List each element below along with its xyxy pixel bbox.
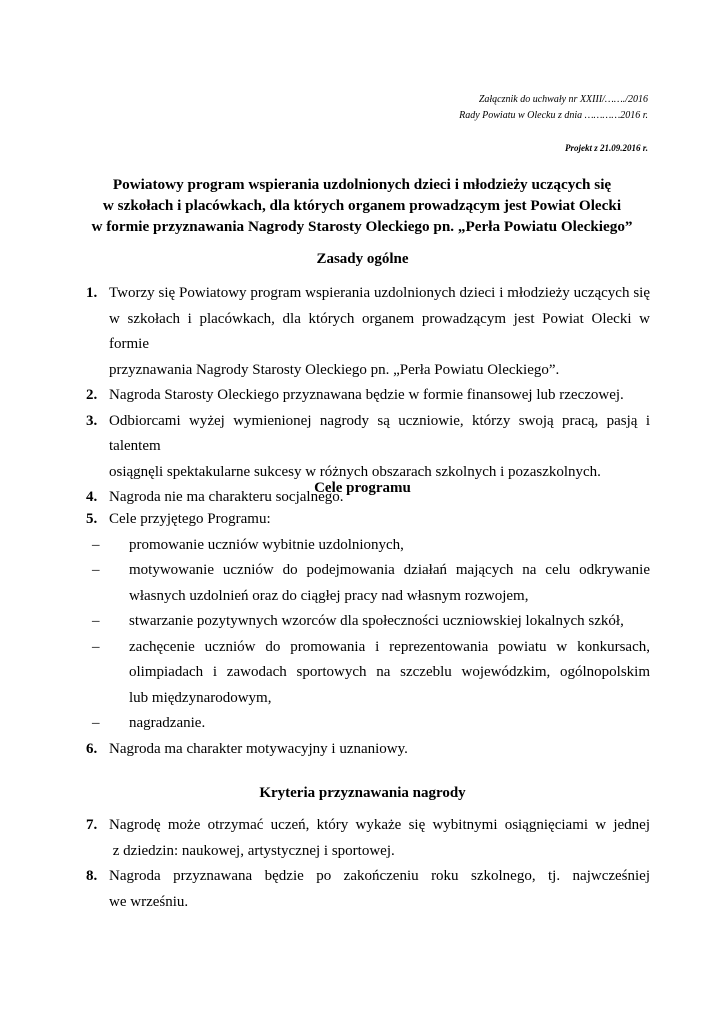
title-line-3: w formie przyznawania Nagrody Starosty Oleckiego pn. „Perła Powiatu Oleckiego”	[91, 218, 633, 235]
dash-item	[86, 558, 650, 609]
item-number: 6.	[86, 740, 98, 757]
document-title	[60, 174, 664, 237]
item-text-line: Nagroda przyznawana będzie po zakończeniu roku szkolnego, tj. najwcześniej	[109, 868, 650, 884]
item-text-line: Nagroda nie ma charakteru socjalnego.	[109, 489, 344, 505]
item-text-line: przyznawania Nagrody Starosty Oleckiego pn. „Perła Powiatu Oleckiego”.	[109, 361, 560, 378]
goals-dash-list	[86, 533, 650, 737]
item-text-line: z dziedzin: naukowej, artystycznej i sportowej.	[109, 842, 395, 859]
dash-bullet: –	[92, 638, 100, 655]
heading-award-criteria: Kryteria przyznawania nagrody	[259, 785, 466, 801]
dash-item-line: olimpiadach i zawodach sportowych na szczeblu wojewódzkim, ogólnopolskim	[129, 664, 650, 680]
program-goals-list	[86, 507, 650, 762]
goals-dash-list-container	[86, 533, 650, 737]
title-line-2: w szkołach i placówkach, dla których organem prowadzącym jest Powiat Olecki	[102, 197, 622, 214]
dash-item	[86, 711, 650, 737]
item-text-line: w szkołach i placówkach, dla których organem prowadzącym jest Powiat Olecki w formie	[109, 310, 650, 352]
dash-item-line: lub międzynarodowym,	[129, 689, 272, 706]
item-text-line: Nagroda Starosty Oleckiego przyznawana będzie w formie finansowej lub rzeczowej.	[109, 387, 624, 403]
attachment-note	[459, 92, 648, 124]
dash-bullet: –	[92, 562, 100, 578]
item-number: 4.	[86, 489, 98, 505]
dash-item-line: własnych uzdolnień oraz do ciągłej pracy nad własnym rozwojem,	[129, 587, 529, 604]
item-text-line: Tworzy się Powiatowy program wspierania uzdolnionych dzieci i młodzieży uczących się	[109, 285, 650, 301]
item-text-line: Nagrodę może otrzymać uczeń, który wykaże się wybitnymi osiągnięciami w jednej	[109, 817, 650, 833]
dash-item-line: zachęcenie uczniów do promowania i reprezentowania powiatu w konkursach,	[129, 638, 650, 655]
dash-item	[86, 533, 650, 559]
general-rules-list	[86, 281, 650, 511]
dash-item	[86, 609, 650, 635]
list-item-1	[86, 281, 650, 383]
item-number: 5.	[86, 511, 98, 527]
list-item-3	[86, 409, 650, 486]
list-item-8	[86, 864, 650, 915]
heading-general-rules: Zasady ogólne	[316, 251, 409, 267]
dash-bullet: –	[92, 613, 100, 629]
award-criteria-list	[86, 813, 650, 915]
dash-item-line: stwarzanie pozytywnych wzorców dla społeczności uczniowskiej lokalnych szkół,	[129, 613, 624, 629]
item-text-line: we wrześniu.	[109, 893, 189, 910]
list-item-7	[86, 813, 650, 864]
item-number: 3.	[86, 412, 98, 429]
dash-bullet: –	[92, 536, 100, 553]
project-date: Projekt z 21.09.2016 r.	[564, 143, 648, 153]
list-item-2	[86, 383, 650, 409]
list-item-5	[86, 507, 650, 533]
item-text-line: osiągnęli spektakularne sukcesy w różnych obszarach szkolnych i pozaszkolnych.	[109, 463, 601, 480]
item-number: 8.	[86, 868, 98, 884]
attachment-line-2: Rady Powiatu w Olecku z dnia …………2016 r.	[459, 110, 648, 121]
heading-program-goals: Cele programu	[314, 480, 411, 496]
dash-item-line: motywowanie uczniów do podejmowania działań mających na celu odkrywanie	[129, 562, 650, 578]
dash-item-line: nagradzanie.	[129, 715, 206, 731]
item-number: 1.	[86, 285, 98, 301]
list-item-6	[86, 737, 650, 763]
item-number: 2.	[86, 387, 98, 403]
dash-bullet: –	[92, 715, 100, 731]
item-text-line: Nagroda ma charakter motywacyjny i uznaniowy.	[109, 740, 408, 757]
attachment-line-1: Załącznik do uchwały nr XXIII/……./2016	[478, 94, 648, 105]
dash-item	[86, 635, 650, 712]
title-line-1: Powiatowy program wspierania uzdolnionych dzieci i młodzieży uczących się	[112, 176, 612, 193]
item-number: 7.	[86, 817, 98, 833]
dash-item-line: promowanie uczniów wybitnie uzdolnionych,	[129, 536, 404, 553]
item-text-line: Cele przyjętego Programu:	[109, 511, 271, 527]
item-text-line: Odbiorcami wyżej wymienionej nagrody są uczniowie, którzy swoją pracą, pasją i talentem	[109, 412, 650, 454]
